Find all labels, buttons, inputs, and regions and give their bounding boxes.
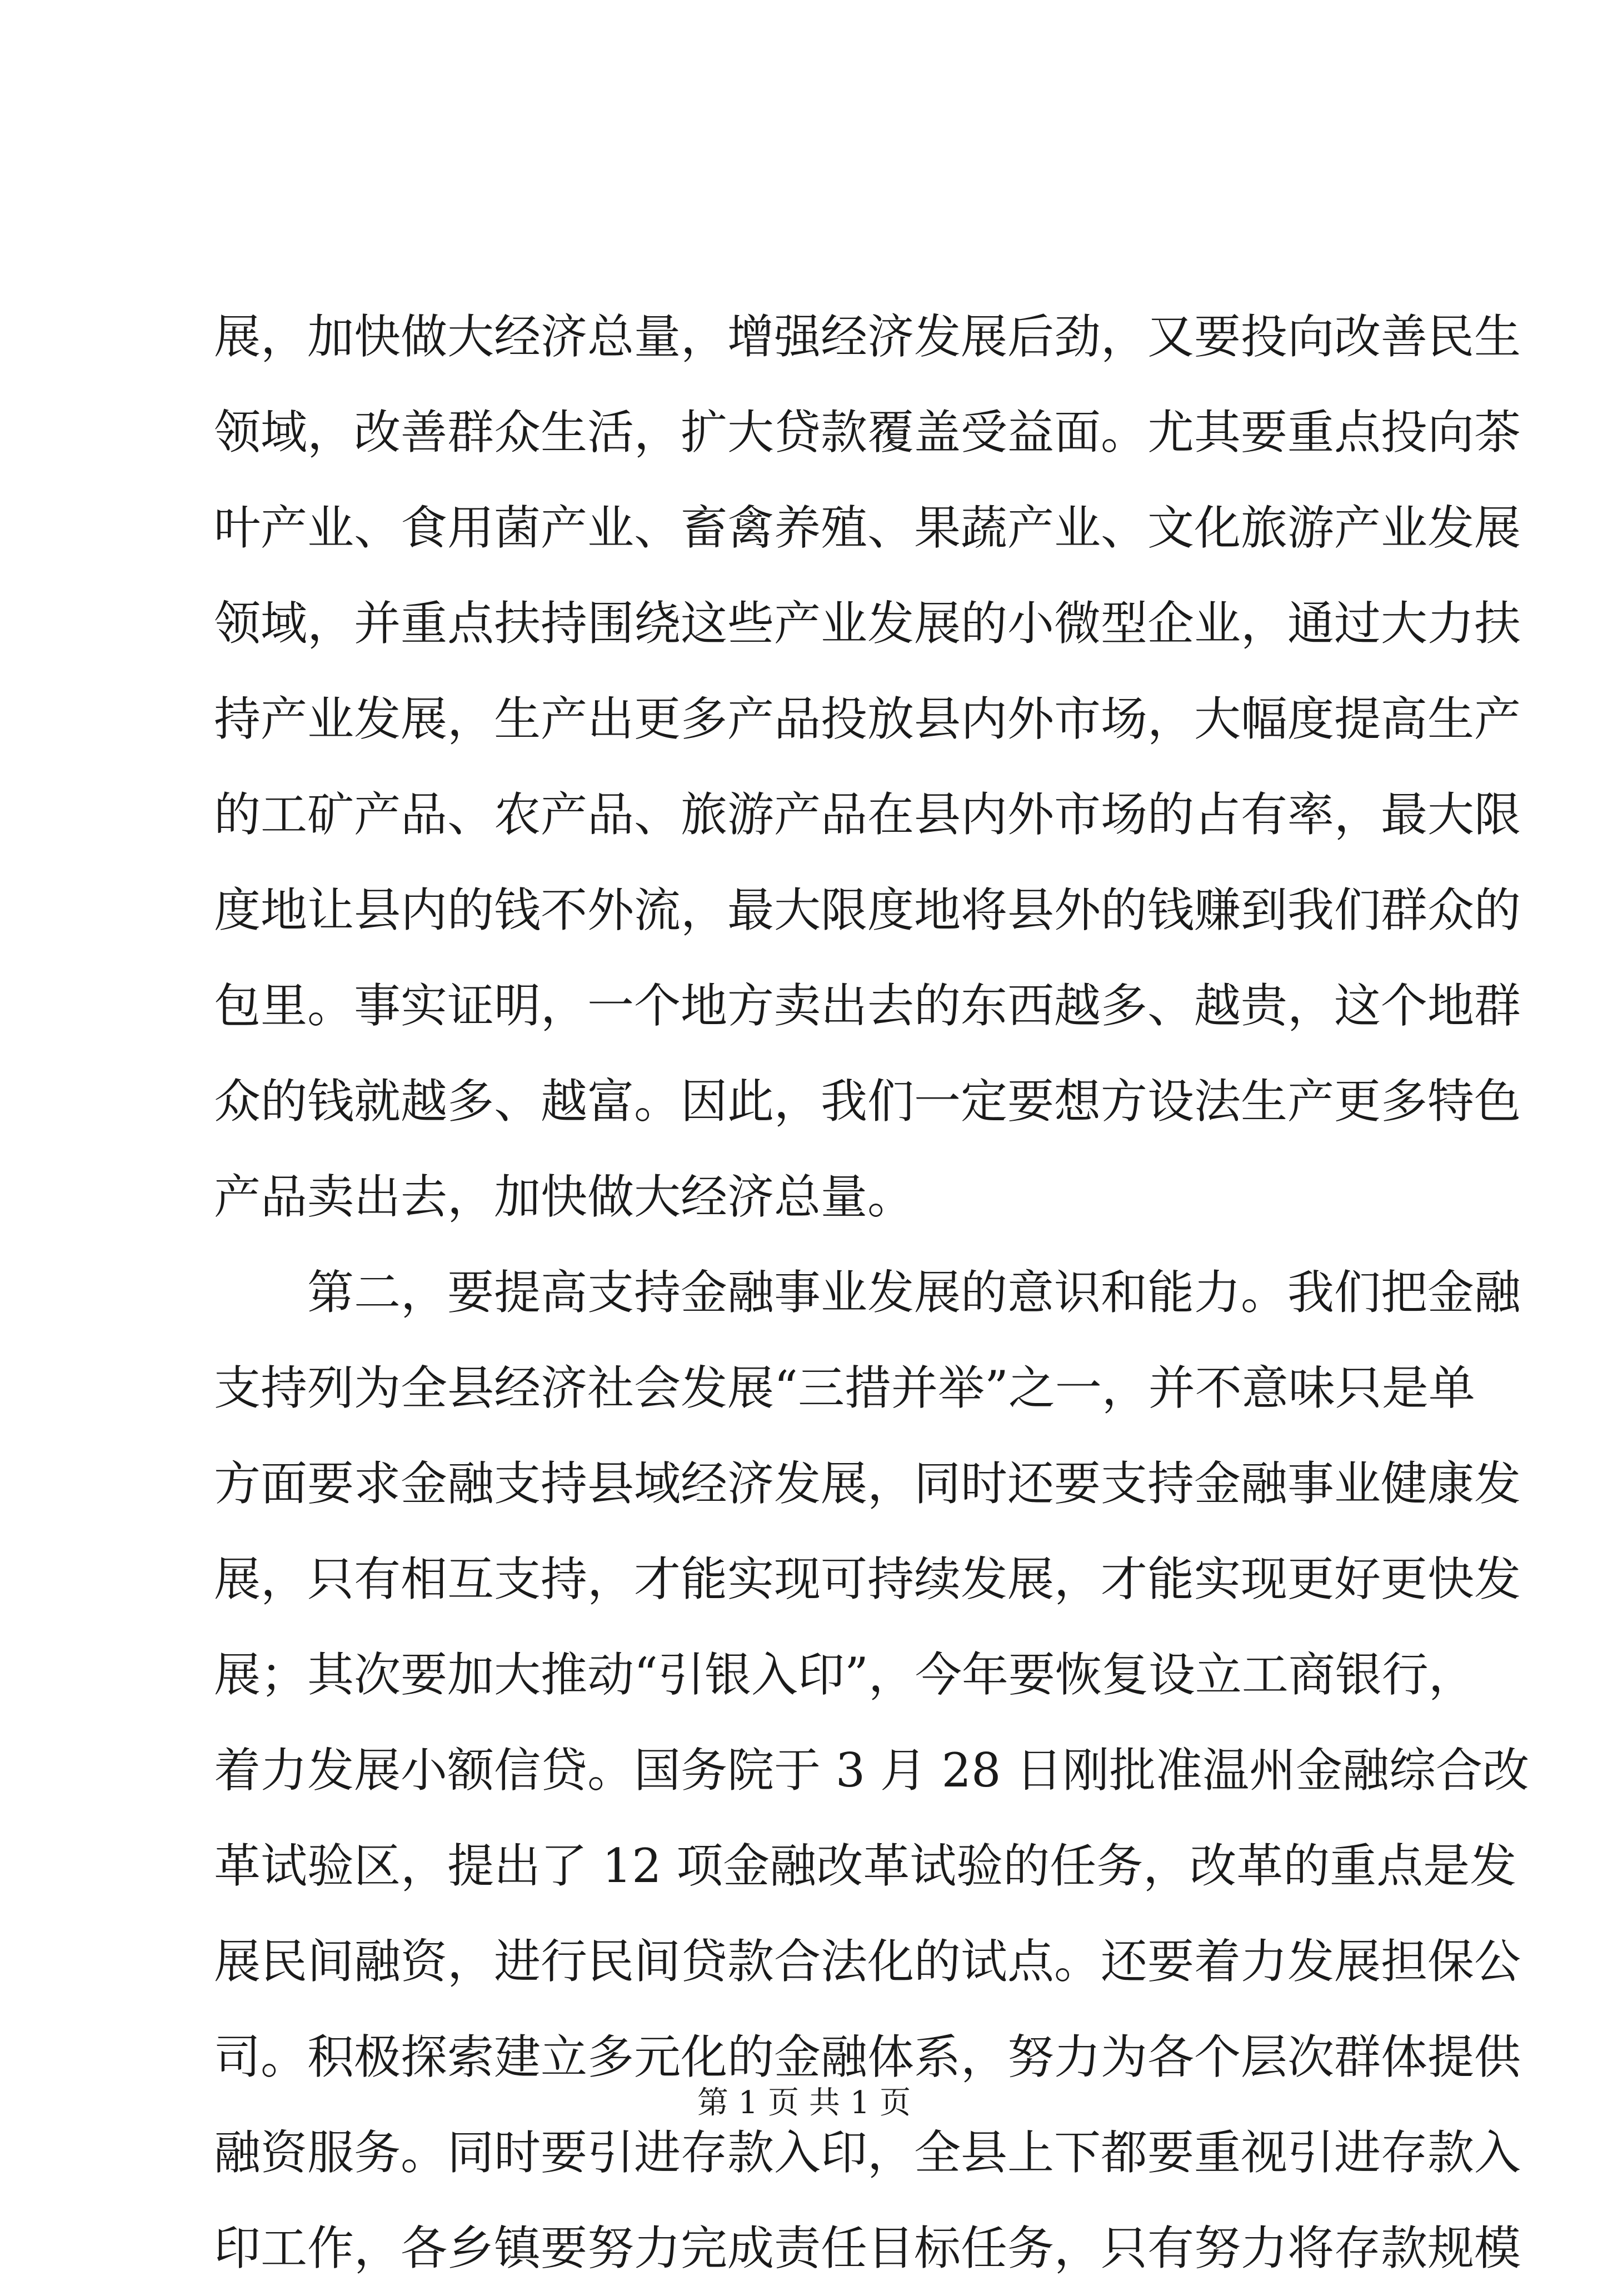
text-line: 度地让县内的钱不外流，最大限度地将县外的钱赚到我们群众的 — [214, 883, 1521, 937]
text-line: 支持列为全县经济社会发展“三措并举”之一，并不意味只是单 — [214, 1361, 1475, 1415]
text-line: 第二，要提高支持金融事业发展的意识和能力。我们把金融 — [307, 1265, 1521, 1320]
text-line: 展，加快做大经济总量，增强经济发展后劲，又要投向改善民生 — [214, 310, 1521, 364]
text-line: 领域，并重点扶持围绕这些产业发展的小微型企业，通过大力扶 — [214, 596, 1521, 651]
text-line: 展，只有相互支持，才能实现可持续发展，才能实现更好更快发 — [214, 1552, 1521, 1606]
text-line: 产品卖出去，加快做大经济总量。 — [214, 1170, 915, 1224]
text-line: 的工矿产品、农产品、旅游产品在县内外市场的占有率，最大限 — [214, 787, 1521, 842]
page-number: 第 1 页 共 1 页 — [697, 2085, 911, 2121]
text-line: 融资服务。同时要引进存款入印，全县上下都要重视引进存款入 — [214, 2125, 1521, 2180]
text-line: 展；其次要加大推动“引银入印”，今年要恢复设立工商银行， — [214, 1648, 1475, 1702]
text-line: 持产业发展，生产出更多产品投放县内外市场，大幅度提高生产 — [214, 692, 1521, 746]
text-line: 领域，改善群众生活，扩大贷款覆盖受益面。尤其要重点投向茶 — [214, 405, 1521, 460]
text-line: 包里。事实证明，一个地方卖出去的东西越多、越贵，这个地群 — [214, 979, 1521, 1033]
document-body — [214, 289, 1530, 2296]
text-line: 展民间融资，进行民间贷款合法化的试点。还要着力发展担保公 — [214, 1934, 1521, 1989]
text-line: 司。积极探索建立多元化的金融体系，努力为各个层次群体提供 — [214, 2030, 1521, 2084]
text-line: 众的钱就越多、越富。因此，我们一定要想方设法生产更多特色 — [214, 1074, 1521, 1129]
text-line: 方面要求金融支持县域经济发展，同时还要支持金融事业健康发 — [214, 1456, 1521, 1511]
page-footer — [0, 2081, 1608, 2125]
text-line: 革试验区，提出了 12 项金融改革试验的任务，改革的重点是发 — [214, 1839, 1517, 1893]
text-line: 叶产业、食用菌产业、畜禽养殖、果蔬产业、文化旅游产业发展 — [214, 501, 1521, 555]
text-line: 印工作，各乡镇要努力完成责任目标任务，只有努力将存款规模 — [214, 2221, 1521, 2275]
text-line: 着力发展小额信贷。国务院于 3 月 28 日刚批准温州金融综合改 — [214, 1743, 1530, 1798]
